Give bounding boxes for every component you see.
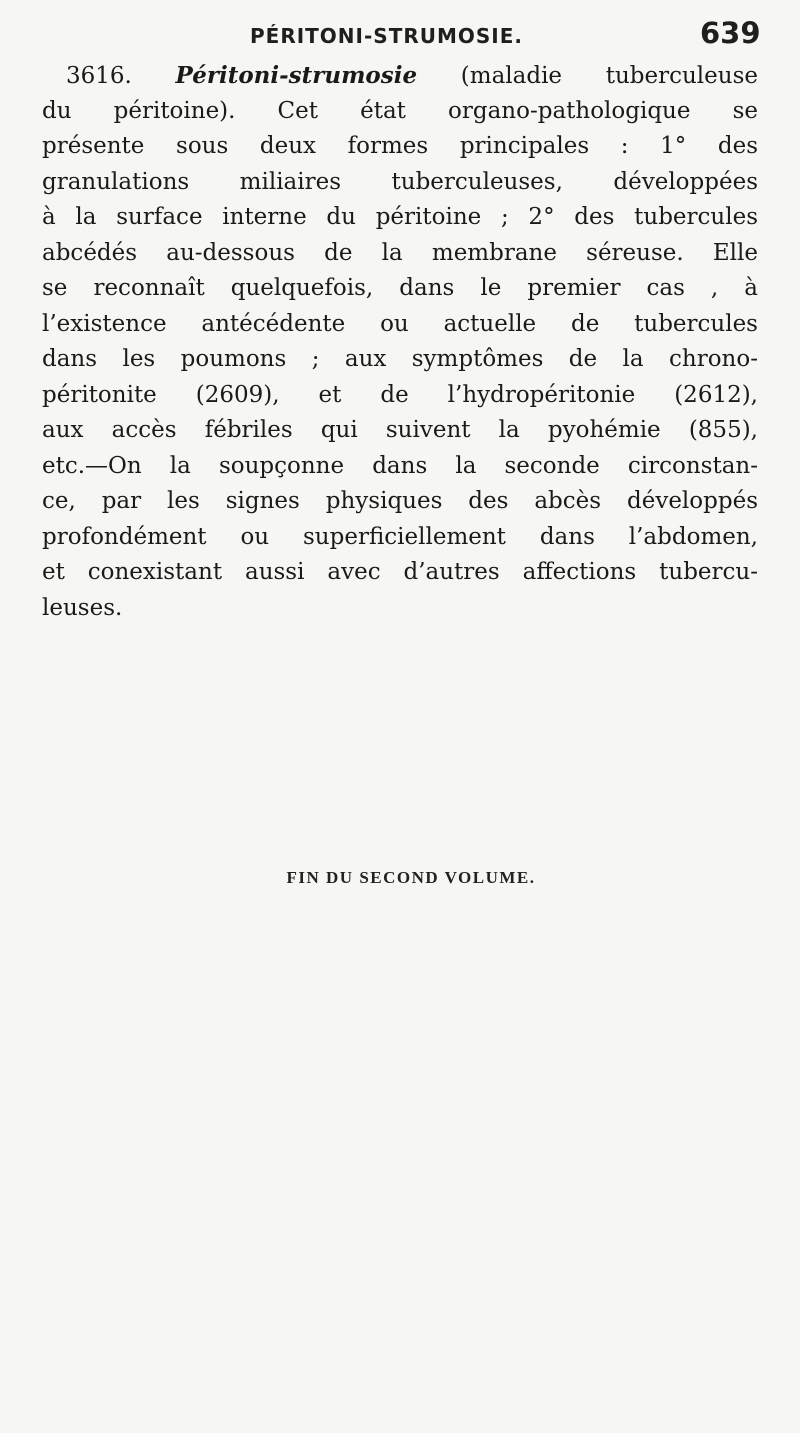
end-of-volume-text: FIN DU SECOND VOLUME. [286,868,536,887]
dictionary-entry [42,58,758,626]
entry-line-4: granulations miliaires tuberculeuses, développées [42,168,758,195]
entry-line-1 [42,58,758,94]
entry-line-8: l’existence antécédente ou actuelle de tubercules [42,310,758,337]
running-head [0,14,800,54]
entry-line-12: etc.—On la soupçonne dans la seconde circonstan- [42,452,758,479]
entry-line-5: à la surface interne du péritoine ; 2° des tubercules [42,204,758,230]
entry-number: 3616. [66,63,132,89]
closing-line [0,868,800,888]
entry-line-13: ce, par les signes physiques des abcès développés [42,488,758,514]
entry-line-2: du péritoine). Cet état organo-pathologique se [42,97,758,124]
entry-line-3: présente sous deux formes principales : 1° des [42,133,758,159]
entry-line-7: se reconnaît quelquefois, dans le premier cas , à [42,275,758,301]
entry-line-9: dans les poumons ; aux symptômes de la chrono- [42,346,758,372]
page-number: 639 [700,16,761,50]
entry-title: Péritoni-strumosie [175,62,418,89]
entry-text: (maladie tuberculeuse [460,63,758,89]
entry-line-16: leuses. [42,594,123,621]
entry-line-6: abcédés au-dessous de la membrane séreuse. Elle [42,239,758,266]
running-title: PÉRITONI-STRUMOSIE. [250,24,523,48]
entry-line-15: et conexistant aussi avec d’autres affections tubercu- [42,559,758,585]
entry-line-14: profondément ou superficiellement dans l’abdomen, [42,523,758,550]
entry-line-11: aux accès fébriles qui suivent la pyohémie (855), [42,417,758,443]
entry-line-10: péritonite (2609), et de l’hydropéritonie (2612), [42,381,758,408]
